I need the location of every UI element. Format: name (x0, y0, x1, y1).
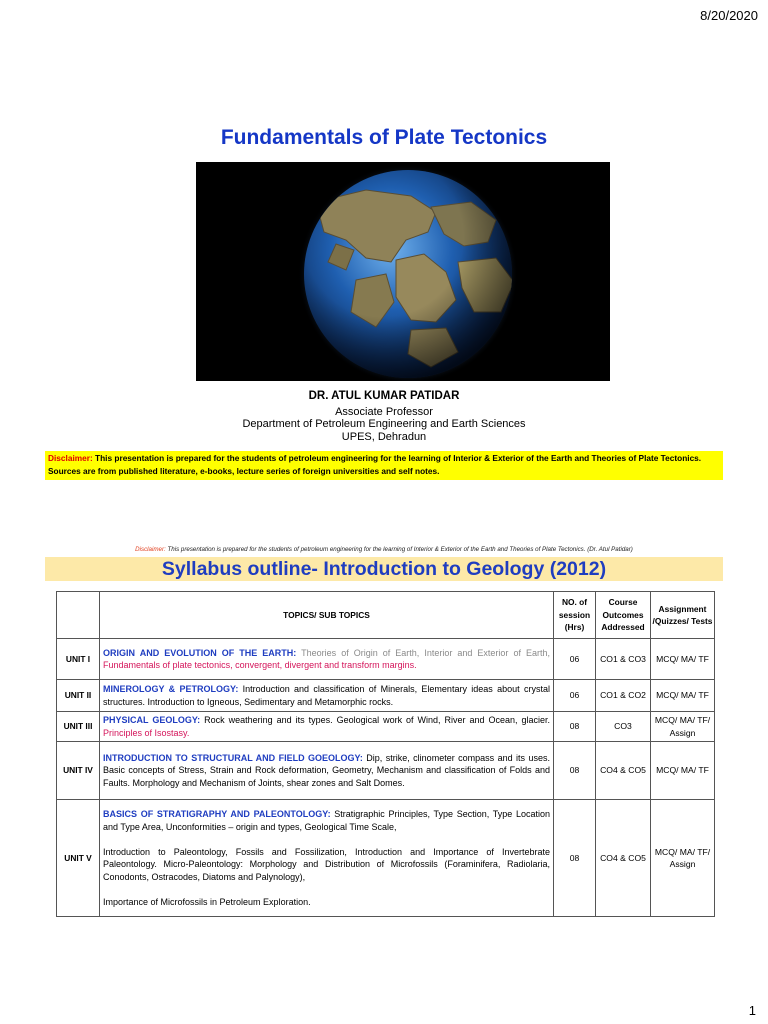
author-institution: UPES, Dehradun (341, 430, 427, 443)
disclaimer-label-2: Disclaimer: (135, 546, 166, 553)
author-role: Associate Professor (335, 405, 433, 418)
earth-globe-image (196, 162, 610, 381)
session-hrs: 08 (554, 742, 596, 800)
page-number: 1 (748, 1003, 756, 1018)
topic-highlight: Fundamentals of plate tectonics, convergent, divergent and transform margins. (103, 660, 417, 670)
topic-heading: INTRODUCTION TO STRUCTURAL AND FIELD GOEOLOGY: (103, 752, 363, 763)
disclaimer-text-2: This presentation is prepared for the students of petroleum engineering for the learning of Interior & Exterior of the Earth and Theories of Plate Tectonics. (Dr. Atul Patidar) (165, 546, 633, 553)
topic-text: Introduction and classification of Minerals, Elementary ideas about crystal structures. Introduction to Igneous, Sedimentary and Metamorphic rocks. (103, 684, 550, 707)
session-hrs: 08 (554, 712, 596, 742)
syllabus-table (56, 591, 715, 917)
assessment: MCQ/ MA/ TF (651, 639, 715, 680)
course-outcomes: CO1 & CO3 (596, 639, 651, 680)
table-row (57, 800, 715, 917)
syllabus-title: Syllabus outline- Introduction to Geology (2012) (45, 557, 723, 581)
topic-gray-text: Theories of Origin of Earth, Interior and Exterior of Earth, (296, 647, 550, 658)
session-hrs: 06 (554, 680, 596, 712)
unit-label: UNIT II (57, 680, 100, 712)
header-outcomes: Course Outcomes Addressed (596, 592, 651, 639)
topic-highlight: Principles of Isostasy. (103, 727, 190, 738)
slide-title: Fundamentals of Plate Tectonics (220, 126, 548, 149)
topic-text-3: Importance of Microfossils in Petroleum Exploration. (103, 896, 311, 907)
table-row (57, 639, 715, 680)
topic-heading: ORIGIN AND EVOLUTION OF THE EARTH: (103, 647, 297, 658)
table-row (57, 742, 715, 800)
topic-text: Dip, strike, clinometer compass and its uses. Basic concepts of Stress, Strain and Rock deformation, Geometry, Mechanism and classification of Folds and Faults. Morphology and Mechanism of Joints, shear zones and Salt Domes. (103, 752, 550, 788)
course-outcomes: CO1 & CO2 (596, 680, 651, 712)
author-block (0, 390, 768, 443)
date-stamp: 8/20/2020 (700, 8, 758, 23)
header-assignment: Assignment /Quizzes/ Tests (651, 592, 715, 639)
disclaimer-box (45, 451, 723, 480)
assessment: MCQ/ MA/ TF/ Assign (651, 712, 715, 742)
course-outcomes: CO4 & CO5 (596, 742, 651, 800)
header-topics: TOPICS/ SUB TOPICS (100, 592, 554, 639)
topic-heading: BASICS OF STRATIGRAPHY AND PALEONTOLOGY: (103, 809, 331, 819)
topic-cell (100, 680, 554, 712)
header-unit (57, 592, 100, 639)
table-row (57, 712, 715, 742)
topic-cell (100, 742, 554, 800)
table-header-row (57, 592, 715, 639)
unit-label: UNIT I (57, 639, 100, 680)
topic-text-2: Introduction to Paleontology, Fossils and Fossilization, Introduction and Importance of Invertebrate Paleontology. Micro-Paleontology: Morphology and Distribution of Microfossils (Foraminifera, Radiolaria, Conodonts, Ostracodes, Diatoms and Palynology), (103, 846, 550, 882)
disclaimer-line (0, 546, 768, 553)
course-outcomes: CO4 & CO5 (596, 800, 651, 917)
assessment: MCQ/ MA/ TF (651, 742, 715, 800)
session-hrs: 08 (554, 800, 596, 917)
course-outcomes: CO3 (596, 712, 651, 742)
topic-text: Rock weathering and its types. Geological work of Wind, River and Ocean, glacier. (200, 715, 550, 725)
topic-cell (100, 800, 554, 917)
disclaimer-text: This presentation is prepared for the students of petroleum engineering for the learning of Interior & Exterior of the Earth and Theories of Plate Tectonics. Sources are from published literature, e-books, lecture series of foreign universities and self notes. (48, 453, 702, 476)
unit-label: UNIT III (57, 712, 100, 742)
topic-cell (100, 712, 554, 742)
assessment: MCQ/ MA/ TF/ Assign (651, 800, 715, 917)
session-hrs: 06 (554, 639, 596, 680)
assessment: MCQ/ MA/ TF (651, 680, 715, 712)
topic-cell (100, 639, 554, 680)
disclaimer-label: Disclaimer: (48, 453, 93, 463)
unit-label: UNIT IV (57, 742, 100, 800)
author-name: DR. ATUL KUMAR PATIDAR (308, 390, 460, 402)
globe-icon (196, 162, 610, 381)
topic-text: Stratigraphic Principles, Type Section, Type Location and Type Area, Unconformities – origin and types, Geological Time Scale, (103, 809, 550, 832)
topic-heading: MINEROLOGY & PETROLOGY: (103, 684, 239, 694)
unit-label: UNIT V (57, 800, 100, 917)
author-department: Department of Petroleum Engineering and Earth Sciences (242, 418, 526, 430)
header-session: NO. of session (Hrs) (554, 592, 596, 639)
table-row (57, 680, 715, 712)
topic-heading: PHYSICAL GEOLOGY: (103, 715, 201, 725)
